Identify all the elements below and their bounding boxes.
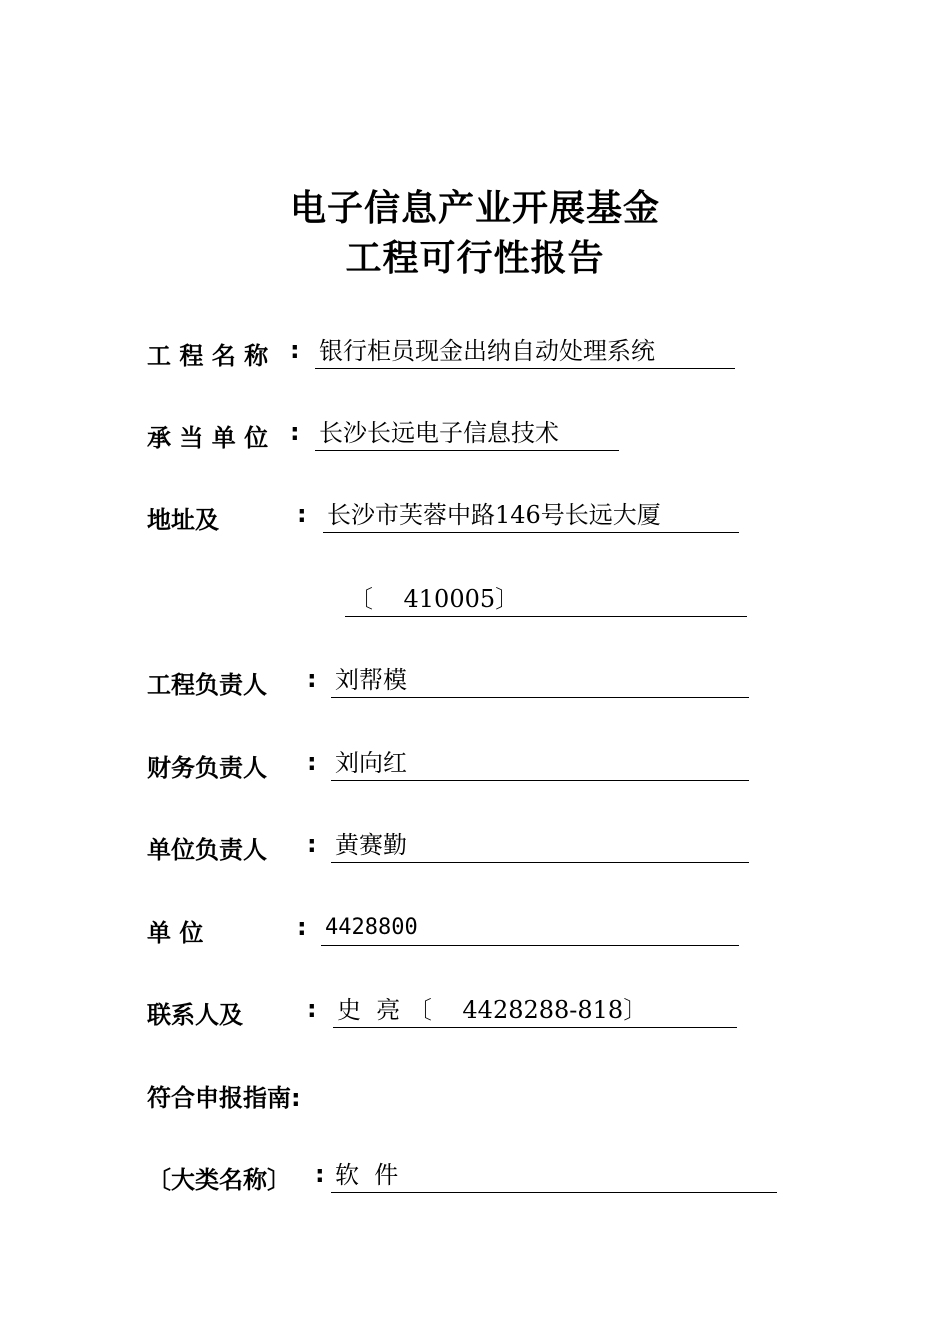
field-colon: : bbox=[297, 913, 307, 941]
field-value: 软 件 bbox=[331, 1160, 777, 1193]
field-label: 工程负责人 bbox=[147, 671, 267, 699]
field-label: 工 程 名 称 bbox=[147, 342, 269, 370]
field-colon: : bbox=[307, 748, 317, 776]
field-colon: : bbox=[290, 418, 300, 446]
field-postcode bbox=[345, 584, 747, 620]
field-value: 〔 410005〕 bbox=[345, 584, 747, 617]
document-title-line-1: 电子信息产业开展基金 bbox=[289, 188, 660, 229]
field-value: 刘帮模 bbox=[331, 665, 749, 698]
field-colon: : bbox=[307, 665, 317, 693]
field-value: 银行柜员现金出纳自动处理系统 bbox=[315, 336, 735, 369]
field-label: 单位负责人 bbox=[147, 836, 267, 864]
field-colon: : bbox=[297, 500, 307, 528]
field-label: 单 位 bbox=[147, 919, 204, 947]
field-value: 长沙长远电子信息技术 bbox=[315, 418, 619, 451]
field-value: 史 亮 〔 4428288-818〕 bbox=[333, 995, 737, 1028]
field-unit-lead bbox=[147, 830, 749, 866]
field-colon: : bbox=[307, 995, 317, 1023]
field-contact bbox=[147, 995, 739, 1031]
field-label: 财务负责人 bbox=[147, 754, 267, 782]
field-project-lead bbox=[147, 665, 749, 701]
field-address bbox=[147, 500, 747, 536]
document-title-line-2: 工程可行性报告 bbox=[345, 238, 605, 279]
field-category bbox=[147, 1160, 779, 1196]
field-unit-phone bbox=[147, 913, 743, 949]
field-value: 黄赛勤 bbox=[331, 830, 749, 863]
field-label: 联系人及 bbox=[147, 1001, 243, 1029]
field-value: 刘向红 bbox=[331, 748, 749, 781]
field-value: 长沙市芙蓉中路146号长远大厦 bbox=[323, 500, 739, 533]
field-value: 4428800 bbox=[321, 913, 739, 946]
guideline-heading bbox=[147, 1078, 447, 1114]
field-colon: : bbox=[315, 1160, 325, 1188]
field-colon: : bbox=[290, 336, 300, 364]
field-colon: : bbox=[307, 830, 317, 858]
field-finance-lead bbox=[147, 748, 749, 784]
field-label: 符合申报指南: bbox=[147, 1084, 301, 1112]
field-label: 承 当 单 位 bbox=[147, 424, 269, 452]
field-label: 地址及 bbox=[147, 506, 219, 534]
field-project-name bbox=[147, 336, 747, 372]
field-label: 〔大类名称〕 bbox=[147, 1166, 291, 1194]
field-undertaking-unit bbox=[147, 418, 747, 454]
